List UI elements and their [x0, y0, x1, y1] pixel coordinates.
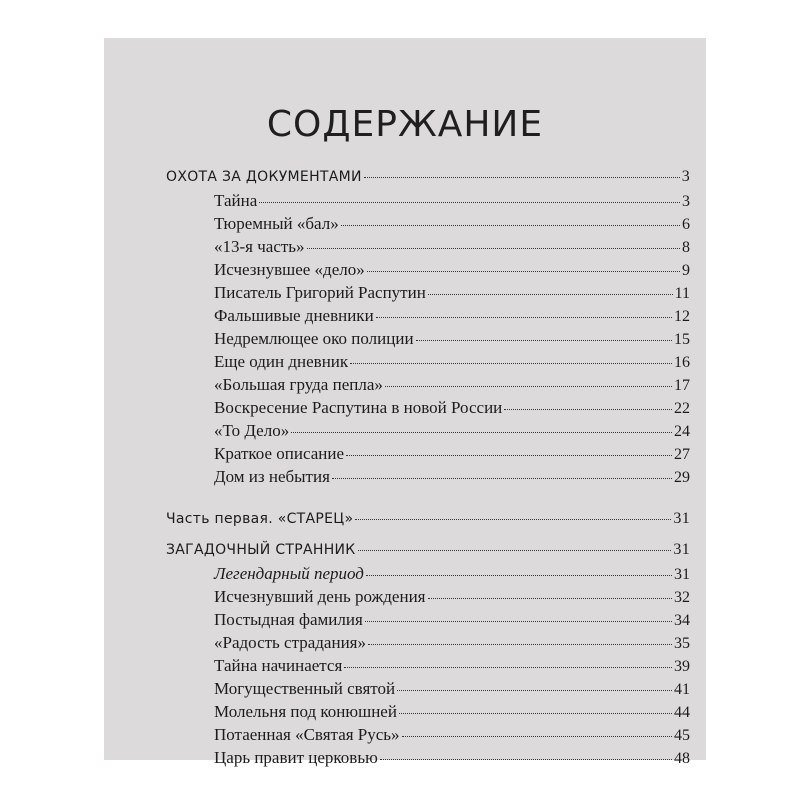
toc-entry-title: Могущественный святой [214, 679, 396, 698]
toc-entry [166, 306, 690, 329]
toc-entry [166, 329, 690, 352]
toc-entry-title: Краткое описание [214, 444, 345, 463]
toc-page-number: 12 [674, 308, 690, 325]
toc-entry-title: «Радость страдания» [214, 633, 366, 652]
dot-leader [399, 713, 672, 714]
toc-entry-title: Исчезнувшее «дело» [214, 260, 365, 279]
toc-page-number: 15 [674, 331, 690, 348]
toc-entry [166, 564, 690, 587]
toc-page-number: 34 [674, 612, 690, 629]
dot-leader [366, 575, 672, 576]
toc-entry-title: «То Дело» [214, 421, 290, 440]
toc-section-heading [166, 541, 690, 564]
dot-leader [259, 202, 680, 203]
dot-leader [365, 621, 672, 622]
dot-leader [350, 363, 672, 364]
toc-page-number: 6 [682, 216, 690, 233]
toc-page-number: 44 [674, 704, 690, 721]
dot-leader [428, 598, 673, 599]
toc-page-number: 45 [674, 727, 690, 744]
dot-leader [367, 271, 680, 272]
dot-leader [346, 455, 672, 456]
toc-entry [166, 283, 690, 306]
toc-entry [166, 398, 690, 421]
toc-entry-title: Молельня под конюшней [214, 702, 397, 721]
toc-entry [166, 610, 690, 633]
toc-page-number: 22 [674, 400, 690, 417]
toc-entry-title: «Большая груда пепла» [214, 375, 383, 394]
toc-page-number: 11 [674, 285, 690, 302]
dot-leader [358, 550, 672, 551]
toc-entry [166, 444, 690, 467]
toc-entry-title: Воскресение Распутина в новой России [214, 398, 503, 417]
toc-page-number: 31 [673, 510, 690, 527]
toc-entry [166, 702, 690, 725]
toc-entry-title: Фальшивые дневники [214, 306, 374, 325]
dot-leader [332, 478, 672, 479]
toc-entry [166, 587, 690, 610]
toc-entry-title: Легендарный период [214, 564, 364, 583]
dot-leader [368, 644, 672, 645]
toc-entry-title: Тайна начинается [214, 656, 343, 675]
toc-page-number: 48 [674, 750, 690, 767]
dot-leader [364, 177, 680, 178]
dot-leader [291, 432, 672, 433]
toc-entry [166, 375, 690, 398]
toc-page-number: 3 [682, 193, 690, 210]
table-of-contents [166, 168, 690, 771]
toc-page-number: 31 [674, 566, 690, 583]
toc-page-number: 31 [673, 541, 690, 558]
book-page [104, 38, 706, 767]
dot-leader [380, 759, 672, 760]
toc-entry [166, 260, 690, 283]
toc-entry [166, 679, 690, 702]
toc-page-number: 8 [682, 239, 690, 256]
toc-page-number: 16 [674, 354, 690, 371]
toc-entry [166, 214, 690, 237]
toc-page-number: 29 [674, 469, 690, 486]
dot-leader [428, 294, 673, 295]
toc-entry-title: Исчезнувший день рождения [214, 587, 426, 606]
dot-leader [402, 736, 672, 737]
toc-page-number: 27 [674, 446, 690, 463]
toc-part-heading [166, 510, 690, 533]
toc-entry-title: «13-я часть» [214, 237, 305, 256]
dot-leader [504, 409, 672, 410]
toc-entry-title: Постыдная фамилия [214, 610, 363, 629]
toc-page-number: 39 [674, 658, 690, 675]
toc-page-number: 32 [674, 589, 690, 606]
toc-entry-title: Еще один дневник [214, 352, 349, 371]
toc-entry-title: ЗАГАДОЧНЫЙ СТРАННИК [166, 542, 356, 558]
dot-leader [397, 690, 672, 691]
toc-entry-title: Дом из небытия [214, 467, 330, 486]
toc-page-number: 41 [674, 681, 690, 698]
toc-page-number: 35 [674, 635, 690, 652]
toc-entry-title: Тюремный «бал» [214, 214, 339, 233]
toc-entry-title: ОХОТА ЗА ДОКУМЕНТАМИ [166, 169, 362, 185]
toc-entry-title: Писатель Григорий Распутин [214, 283, 426, 302]
dot-leader [307, 248, 680, 249]
toc-entry [166, 725, 690, 748]
toc-entry [166, 656, 690, 679]
toc-entry [166, 421, 690, 444]
dot-leader [355, 519, 671, 520]
toc-entry [166, 237, 690, 260]
toc-entry-title: Часть первая. «СТАРЕЦ» [166, 511, 354, 527]
toc-entry [166, 748, 690, 771]
dot-leader [385, 386, 672, 387]
toc-entry [166, 352, 690, 375]
page-title: СОДЕРЖАНИЕ [266, 104, 544, 145]
toc-page-number: 17 [674, 377, 690, 394]
toc-page-number: 24 [674, 423, 690, 440]
dot-leader [416, 340, 672, 341]
dot-leader [344, 667, 672, 668]
dot-leader [376, 317, 672, 318]
toc-page-number: 3 [681, 168, 690, 185]
toc-section-heading [166, 168, 690, 191]
toc-entry-title: Царь правит церковью [214, 748, 378, 767]
toc-entry [166, 633, 690, 656]
toc-entry-title: Тайна [214, 191, 258, 210]
toc-entry [166, 191, 690, 214]
toc-entry [166, 467, 690, 490]
dot-leader [341, 225, 680, 226]
toc-entry-title: Потаенная «Святая Русь» [214, 725, 400, 744]
toc-entry-title: Недремлющее око полиции [214, 329, 414, 348]
toc-page-number: 9 [682, 262, 690, 279]
